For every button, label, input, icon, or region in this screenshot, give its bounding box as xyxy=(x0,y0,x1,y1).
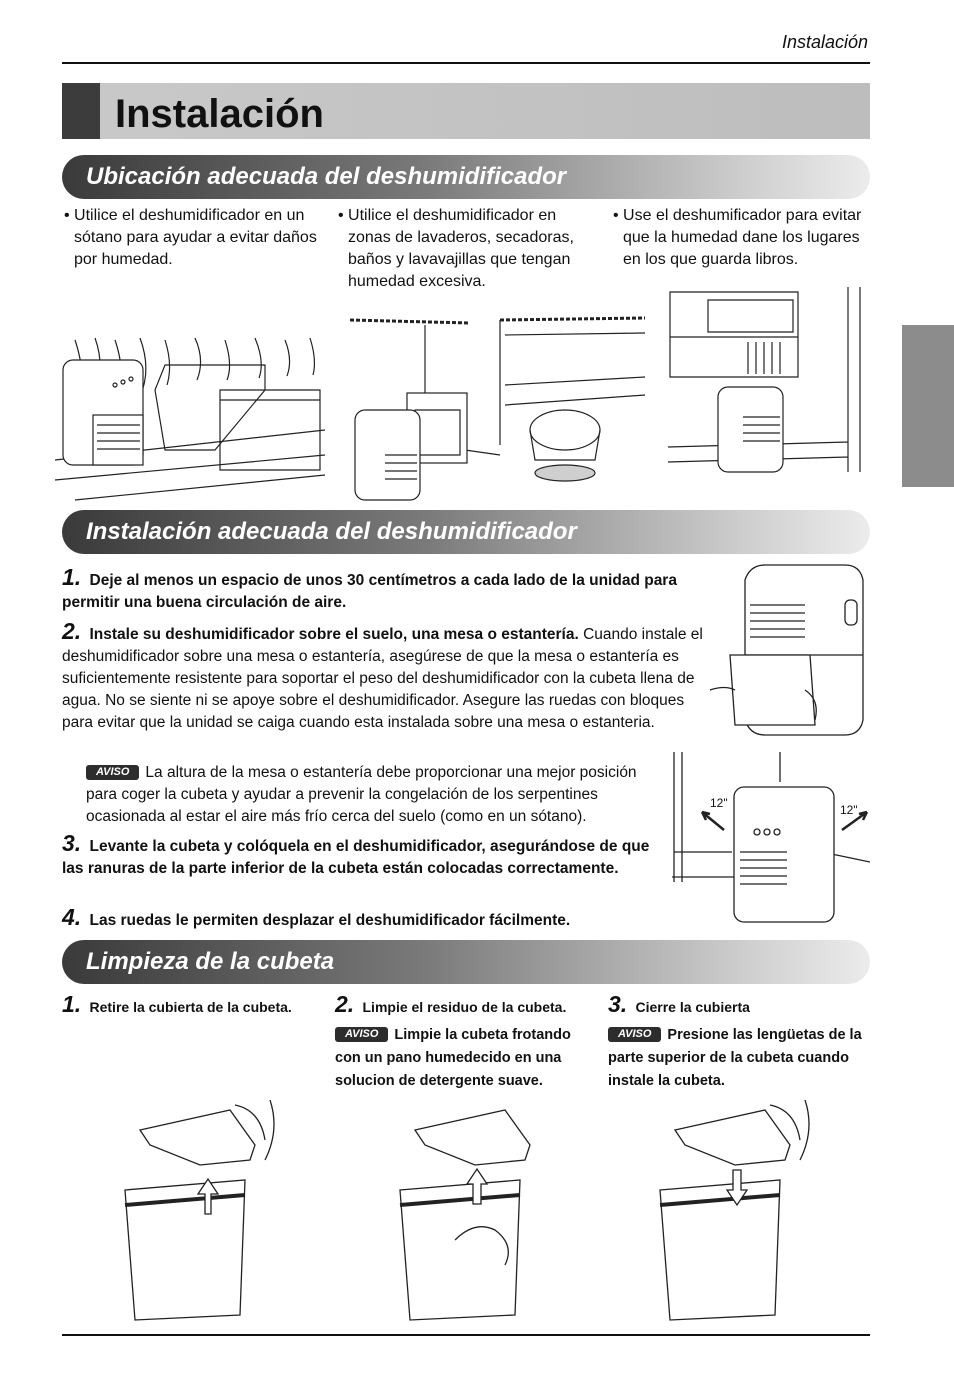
cleaning-step-3-text: Cierre la cubierta xyxy=(635,999,750,1015)
install-aviso xyxy=(86,762,664,828)
cleaning-step-1-text: Retire la cubierta de la cubeta. xyxy=(89,999,292,1015)
section-install-header xyxy=(62,510,870,554)
cleaning-step-2-number: 2. xyxy=(335,991,355,1017)
install-aviso-text: La altura de la mesa o estantería debe proporcionar una mejor posición para coger la cubeta y ayudar a prevenir la congelación de los serpentines ocasionada al estar el aire más frío cerca del suelo (como en un sótano). xyxy=(86,764,637,825)
bucket-clean-illustration xyxy=(395,1100,560,1325)
bookshelf-illustration xyxy=(668,282,868,482)
install-step-2-number: 2. xyxy=(62,618,82,644)
running-header: Instalación xyxy=(781,32,868,52)
bottom-rule xyxy=(62,1334,870,1336)
clearance-left-label: 12" xyxy=(710,796,728,810)
bucket-close-cover-illustration xyxy=(655,1100,820,1325)
install-step-1 xyxy=(62,566,712,614)
install-step-3-text: Levante la cubeta y colóquela en el deshumidificador, asegurándose de que las ranuras de la parte inferior de la cubeta están colocadas correctamente. xyxy=(62,838,650,877)
install-step-4-text: Las ruedas le permiten desplazar el deshumidificador fácilmente. xyxy=(89,912,571,929)
section-location-header xyxy=(62,155,870,199)
laundry-illustration xyxy=(345,315,645,505)
cleaning-step-2-aviso-text: Limpie la cubeta frotando con un pano humedecido en una solucion de detergente suave. xyxy=(335,1027,571,1089)
cleaning-step-2-aviso xyxy=(335,1024,597,1093)
install-step-1-number: 1. xyxy=(62,564,82,590)
install-step-4-number: 4. xyxy=(62,904,82,930)
install-step-2-text: Cuando instale el deshumidificador sobre una mesa o estantería, asegúrese de que la mesa o estantería es suficientemente resistente para soportar el peso del deshumidificador con la cubeta llena de agua. No se siente ni se apoye sobre el deshumidificador. Asegure las ruedas con bloques para evitar que la unidad se caiga cuando esta instalada sobre una mesa o estanteria. xyxy=(62,626,703,731)
install-step-2-bold: Instale su deshumidificador sobre el suelo, una mesa o estantería. xyxy=(89,626,579,643)
cleaning-step-3-number: 3. xyxy=(608,991,628,1017)
title-block xyxy=(62,83,100,139)
install-step-3 xyxy=(62,832,652,880)
cleaning-step-3-aviso-badge: AVISO xyxy=(608,1027,661,1042)
cleaning-step-3-aviso-text: Presione las lengüetas de la parte superior de la cubeta cuando instale la cubeta. xyxy=(608,1027,862,1089)
location-item-laundry: • Utilice el deshumidificador en zonas de lavaderos, secadoras, baños y lavavajillas que tengan humedad excesiva. xyxy=(338,207,574,290)
cleaning-step-1-number: 1. xyxy=(62,991,82,1017)
cleaning-step-3 xyxy=(608,993,870,1019)
page-title: Instalación xyxy=(115,92,324,136)
install-step-3-number: 3. xyxy=(62,830,82,856)
install-step-1-text: Deje al menos un espacio de unos 30 centímetros a cada lado de la unidad para permitir una buena circulación de aire. xyxy=(62,572,677,611)
section-location-title: Ubicación adecuada del deshumidificador xyxy=(86,163,567,190)
basement-illustration xyxy=(55,330,325,510)
install-aviso-badge: AVISO xyxy=(86,765,139,780)
cleaning-step-2-aviso-badge: AVISO xyxy=(335,1027,388,1042)
section-install-title: Instalación adecuada del deshumidificador xyxy=(86,518,577,545)
install-step-2 xyxy=(62,620,712,734)
bucket-remove-cover-illustration xyxy=(120,1100,285,1325)
side-tab xyxy=(902,325,954,487)
cleaning-step-1 xyxy=(62,993,322,1019)
cleaning-step-3-aviso xyxy=(608,1024,870,1093)
cleaning-step-2 xyxy=(335,993,597,1019)
section-cleaning-title: Limpieza de la cubeta xyxy=(86,948,335,975)
location-item-basement: • Utilice el deshumidificador en un sótano para ayudar a evitar daños por humedad. xyxy=(64,207,317,268)
section-cleaning-header xyxy=(62,940,870,984)
clearance-right-label: 12" xyxy=(840,803,858,817)
location-item-books: • Use el deshumificador para evitar que la humedad dane los lugares en los que guarda libros. xyxy=(613,207,862,268)
dehumidifier-bucket-illustration xyxy=(705,560,870,745)
clearance-illustration xyxy=(672,752,870,927)
cleaning-step-2-text: Limpie el residuo de la cubeta. xyxy=(362,999,567,1015)
install-step-4 xyxy=(62,906,702,932)
top-rule xyxy=(62,62,870,64)
